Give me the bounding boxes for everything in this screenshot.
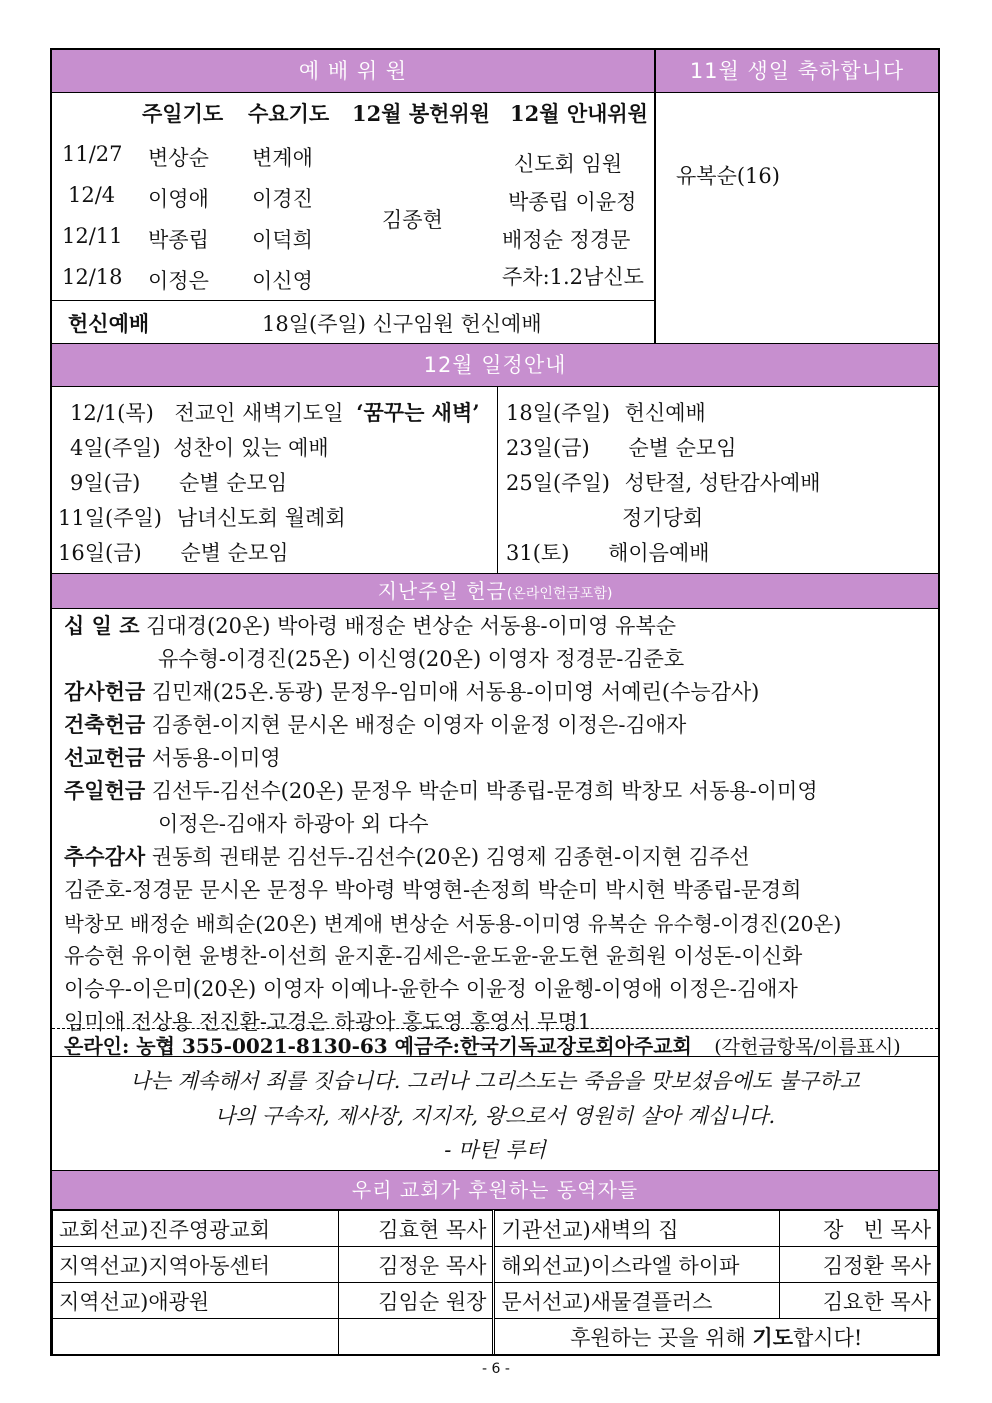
col-sunday-prayer: 주일기도 xyxy=(142,101,224,126)
schedule-date: 31(토) xyxy=(506,541,570,565)
row-date: 11/27 xyxy=(62,142,123,166)
offering-header-title: 지난주일 헌금 xyxy=(377,579,507,603)
divider xyxy=(654,50,656,344)
row-date: 12/11 xyxy=(62,224,123,248)
harvest-names: 임미애 전상용 전진환-고경은 하광아 홍도영 홍영서 무명1 xyxy=(64,1010,592,1034)
schedule-date: 18일(주일) xyxy=(506,401,610,425)
prayer-closing xyxy=(494,1319,938,1355)
schedule-item xyxy=(70,397,480,427)
schedule-highlight: ‘꿈꾸는 새벽’ xyxy=(356,400,480,425)
sunday-names: 이정은-김애자 하광아 외 다수 xyxy=(158,812,429,836)
support-table xyxy=(52,1210,938,1355)
empty-cell xyxy=(53,1319,339,1355)
row-date: 12/4 xyxy=(68,183,116,207)
dashed-divider xyxy=(52,1028,938,1029)
row-date: 12/18 xyxy=(62,265,123,289)
schedule-date: 12/1(목) xyxy=(70,401,154,425)
support-pastor: 김정운 목사 xyxy=(338,1247,494,1283)
prayer-closing-text: 후원하는 곳을 위해 xyxy=(570,1325,753,1350)
row-sunday-name: 이정은 xyxy=(148,269,209,293)
usher-line: 박종립 이윤정 xyxy=(508,190,637,214)
divider xyxy=(52,300,654,301)
harvest-names: 유승현 유이현 윤병찬-이선희 윤지훈-김세은-윤도윤-윤도현 윤희원 이성돈-이신화 xyxy=(64,944,803,968)
support-ministry: 교회선교)진주영광교회 xyxy=(53,1211,339,1247)
quote-line: 나의 구속자, 제사장, 지지자, 왕으로서 영원히 살아 계십니다. xyxy=(214,1104,776,1128)
divider xyxy=(52,1056,938,1057)
online-account-text: 온라인: 농협 355-0021-8130-63 예금주:한국기독교장로회아주교회 xyxy=(64,1034,692,1058)
schedule-item xyxy=(506,397,706,427)
divider xyxy=(52,608,938,609)
row-sunday-name: 이영애 xyxy=(148,187,209,211)
support-ministry: 지역선교)애광원 xyxy=(53,1283,339,1319)
schedule-item xyxy=(58,502,346,532)
col-offering-members: 12월 봉헌위원 xyxy=(352,101,490,126)
building-row xyxy=(64,709,686,739)
offering-header xyxy=(52,574,938,608)
schedule-text: 순별 순모임 xyxy=(628,436,737,460)
thanks-label: 감사헌금 xyxy=(64,679,146,704)
online-account xyxy=(64,1030,901,1059)
worship-committee-header: 예 배 위 원 xyxy=(52,50,654,92)
prayer-closing-text: 합시다! xyxy=(793,1325,863,1350)
schedule-text: 해이음예배 xyxy=(608,541,710,565)
mission-row xyxy=(64,742,281,772)
schedule-item xyxy=(70,467,287,497)
page-number: - 6 - xyxy=(482,1361,510,1377)
tithe-label: 십 일 조 xyxy=(64,613,140,638)
sunday-label: 주일헌금 xyxy=(64,778,146,803)
support-ministry: 기관선교)새벽의 집 xyxy=(494,1211,780,1247)
harvest-names: 이승우-이은미(20온) 이영자 이예나-윤한수 이윤정 이윤헹-이영애 이정은-김애자 xyxy=(64,977,798,1001)
schedule-item xyxy=(58,537,288,567)
schedule-text: 남녀신도회 월례회 xyxy=(176,506,346,530)
schedule-text: 전교인 새벽기도일 xyxy=(174,401,344,425)
support-row xyxy=(53,1211,938,1247)
building-names: 김종현-이지현 문시온 배정순 이영자 이윤정 이정은-김애자 xyxy=(151,713,687,737)
support-pastor: 김임순 원장 xyxy=(338,1283,494,1319)
support-ministry: 해외선교)이스라엘 하이파 xyxy=(494,1247,780,1283)
schedule-item xyxy=(506,467,821,497)
prayer-closing-bold: 기도 xyxy=(752,1324,793,1350)
support-row xyxy=(53,1247,938,1283)
sunday-names: 김선두-김선수(20온) 문정우 박순미 박종립-문경희 박창모 서동용-이미영 xyxy=(151,779,818,803)
support-row xyxy=(53,1283,938,1319)
row-sunday-name: 변상순 xyxy=(148,146,209,170)
schedule-text: 순별 순모임 xyxy=(179,471,288,495)
usher-line: 배정순 정경문 xyxy=(502,228,631,252)
schedule-date: 4일(주일) xyxy=(70,436,161,460)
support-pastor: 김효현 목사 xyxy=(338,1211,494,1247)
support-pastor: 장 빈 목사 xyxy=(780,1211,938,1247)
row-sunday-name: 박종립 xyxy=(148,228,209,252)
offering-header-note: (온라인헌금포함) xyxy=(506,586,613,602)
harvest-names: 박창모 배정순 배희순(20온) 변계애 변상순 서동용-이미영 유복순 유수형-이경진(20온) xyxy=(64,912,842,936)
schedule-header: 12월 일정안내 xyxy=(52,344,938,386)
usher-line: 신도회 임원 xyxy=(514,152,623,176)
schedule-item xyxy=(506,537,710,567)
offering-member: 김종현 xyxy=(382,208,443,232)
thanks-names: 김민재(25온.동광) 문정우-임미애 서동용-이미영 서예린(수능감사) xyxy=(151,680,760,704)
building-label: 건축헌금 xyxy=(64,712,146,737)
schedule-date: 23일(금) xyxy=(506,436,590,460)
schedule-text: 순별 순모임 xyxy=(180,541,289,565)
support-pastor: 김정환 목사 xyxy=(780,1247,938,1283)
tithe-row xyxy=(64,610,676,640)
quote-line: 나는 계속해서 죄를 짓습니다. 그러나 그리스도는 죽음을 맛보셨음에도 불구하고 xyxy=(130,1069,860,1093)
thanks-row xyxy=(64,676,759,706)
mission-label: 선교헌금 xyxy=(64,745,146,770)
schedule-date: 9일(금) xyxy=(70,471,141,495)
schedule-item xyxy=(70,432,329,462)
harvest-names: 권동희 권태분 김선두-김선수(20온) 김영제 김종현-이지현 김주선 xyxy=(151,845,750,869)
quote-author: - 마틴 루터 xyxy=(444,1138,546,1162)
schedule-item xyxy=(506,432,736,462)
schedule-text: 성찬이 있는 예배 xyxy=(173,436,329,460)
support-ministry: 지역선교)지역아동센터 xyxy=(53,1247,339,1283)
bulletin-page xyxy=(50,48,940,1356)
sunday-row xyxy=(64,775,818,805)
tithe-names: 유수형-이경진(25온) 이신영(20온) 이영자 정경문-김준호 xyxy=(158,647,685,671)
divider xyxy=(497,387,498,573)
harvest-names: 김준호-정경문 문시온 문정우 박아령 박영현-손정희 박순미 박시현 박종립-문경희 xyxy=(64,878,802,902)
harvest-row xyxy=(64,841,750,871)
usher-line: 주차:1.2남신도 xyxy=(502,265,644,289)
support-row xyxy=(53,1319,938,1355)
row-wednesday-name: 변계애 xyxy=(252,146,313,170)
row-wednesday-name: 이덕희 xyxy=(252,228,313,252)
row-wednesday-name: 이경진 xyxy=(252,187,313,211)
schedule-date: 25일(주일) xyxy=(506,471,610,495)
support-ministry: 문서선교)새물결플러스 xyxy=(494,1283,780,1319)
row-wednesday-name: 이신영 xyxy=(252,269,313,293)
online-account-note: (각헌금항목/이름표시) xyxy=(714,1036,901,1058)
harvest-label: 추수감사 xyxy=(64,844,146,869)
tithe-names: 김대경(20온) 박아령 배정순 변상순 서동용-이미영 유복순 xyxy=(146,614,677,638)
schedule-text: 정기당회 xyxy=(622,506,704,530)
col-wednesday-prayer: 수요기도 xyxy=(248,101,330,126)
dedication-text: 18일(주일) 신구임원 헌신예배 xyxy=(262,312,542,336)
support-header: 우리 교회가 후원하는 동역자들 xyxy=(52,1171,938,1209)
mission-names: 서동용-이미영 xyxy=(151,746,281,770)
birthday-header: 11월 생일 축하합니다 xyxy=(656,50,938,92)
divider xyxy=(52,92,938,93)
col-ushers: 12월 안내위원 xyxy=(510,101,648,126)
schedule-date: 11일(주일) xyxy=(58,506,162,530)
schedule-text: 헌신예배 xyxy=(624,401,706,425)
empty-cell xyxy=(338,1319,494,1355)
schedule-text: 성탄절, 성탄감사예배 xyxy=(624,471,821,495)
dedication-label: 헌신예배 xyxy=(68,311,150,336)
divider xyxy=(52,386,938,387)
birthday-names: 유복순(16) xyxy=(676,164,780,188)
support-pastor: 김요한 목사 xyxy=(780,1283,938,1319)
schedule-date: 16일(금) xyxy=(58,541,142,565)
